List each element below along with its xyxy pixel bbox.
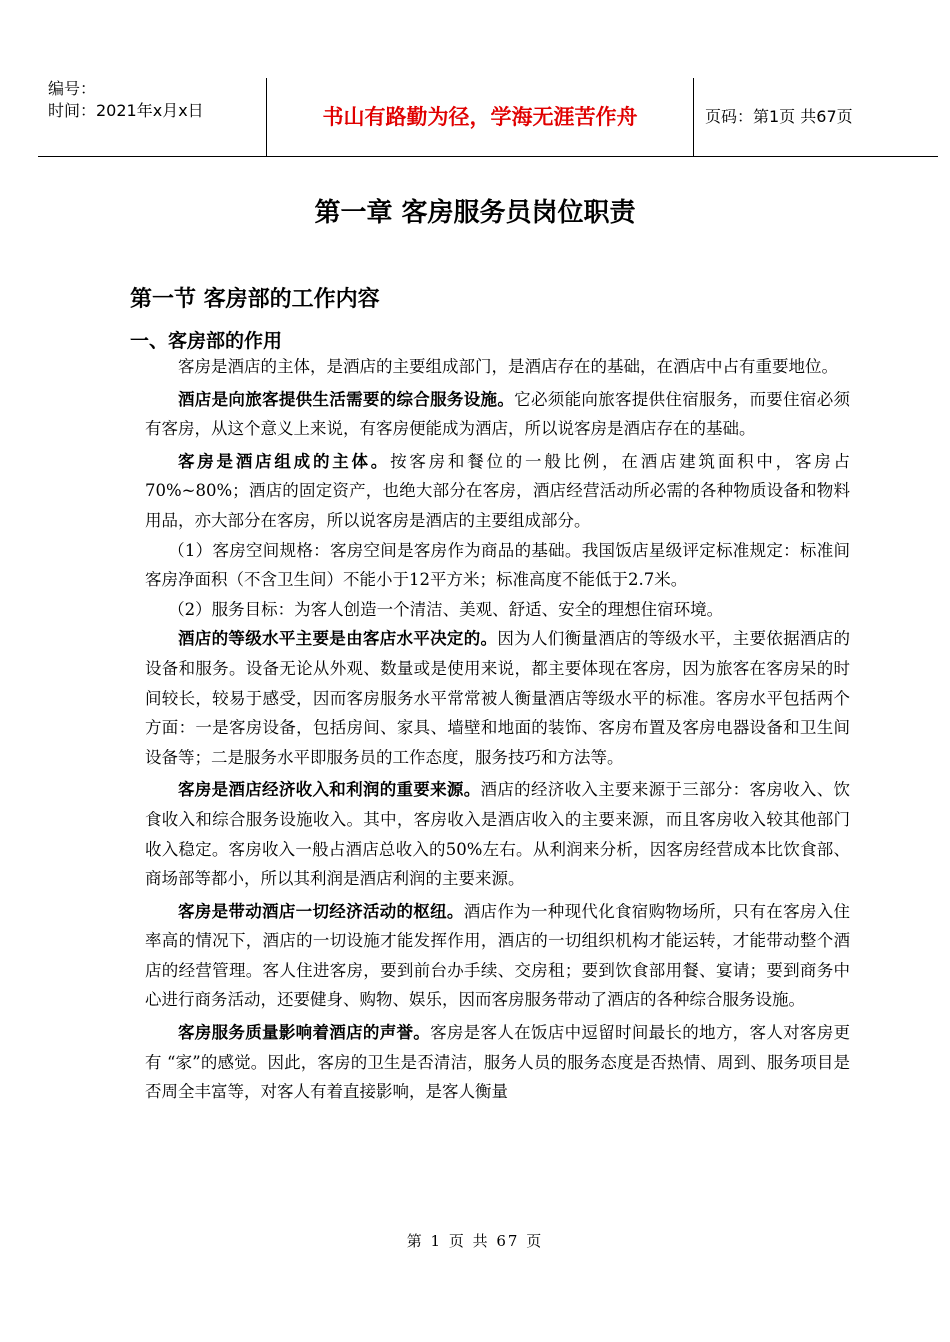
document-number-label: 编号： [48,79,97,98]
paragraph: （1）客房空间规格：客房空间是客房作为商品的基础。我国饭店星级评定标准规定：标准间客房净面积（不含卫生间）不能小于12平方米；标准高度不能低于2.7米。 [145,540,850,590]
header-meta [48,78,268,122]
paragraph: 客房是带动酒店一切经济活动的枢纽。酒店作为一种现代化食宿购物场所，只有在客房入住率高的情况下，酒店的一切设施才能发挥作用，酒店的一切组织机构才能运转，才能带动整个酒店的经营管理。客人住进客房，要到前台办手续、交房租；要到饮食部用餐、宴请；要到商务中心进行商务活动，还要健身、购物、娱乐，因而客房服务带动了酒店的各种综合服务设施。 [145,901,851,1010]
paragraph: 客房服务质量影响着酒店的声誉。客房是客人在饭店中逗留时间最长的地方，客人对客房更有 “家”的感觉。因此，客房的卫生是否清洁，服务人员的服务态度是否热情、周到、服务项目是否周全丰富等，对客人有着直接影响，是客人衡量 [145,1023,851,1102]
paragraph: 酒店是向旅客提供生活需要的综合服务设施。它必须能向旅客提供住宿服务，而要住宿必须有客房，从这个意义上来说，有客房便能成为酒店，所以说客房是酒店存在的基础。 [145,389,851,439]
section-title: 第一节 客房部的工作内容 [130,287,380,312]
document-body [145,352,850,1107]
header-page-info: 页码：第1页 共67页 [705,107,853,126]
page-footer: 第 1 页 共 67 页 [406,1232,544,1250]
paragraph-lead: 客房是酒店组成的主体。 [178,451,391,471]
paragraph: 酒店的等级水平主要是由客店水平决定的。因为人们衡量酒店的等级水平，主要依据酒店的设备和服务。设备无论从外观、数量或是使用来说，都主要体现在客房，因为旅客在客房呆的时间较长，较易于感受，因而客房服务水平常常被人衡量酒店等级水平的标准。客房水平包括两个方面：一是客房设备，包括房间、家具、墙壁和地面的装饰、客房布置及客房电器设备和卫生间设备等；二是服务水平即服务员的工作态度，服务技巧和方法等。 [145,629,851,767]
paragraph: 客房是酒店经济收入和利润的重要来源。酒店的经济收入主要来源于三部分：客房收入、饮食收入和综合服务设施收入。其中，客房收入是酒店收入的主要来源，而且客房收入较其他部门收入稳定。客房收入一般占酒店总收入的50%左右。从利润来分析，因客房经营成本比饮食部、商场部等都小，所以其利润是酒店利润的主要来源。 [145,780,851,889]
subsection-title: 一、客房部的作用 [130,330,283,352]
paragraph-lead: 客房服务质量影响着酒店的声誉。 [178,1023,431,1043]
paragraph: 客房是酒店组成的主体。按客房和餐位的一般比例，在酒店建筑面积中，客房占70%~80%；酒店的固定资产，也绝大部分在客房，酒店经营活动所必需的各种物质设备和物料用品，亦大部分在客房，所以说客房是酒店的主要组成部分。 [145,451,851,530]
paragraph-lead: 客房是酒店经济收入和利润的重要来源。 [178,780,481,800]
paragraph-lead: 酒店是向旅客提供生活需要的综合服务设施。 [178,389,515,409]
paragraph-lead: 客房是带动酒店一切经济活动的枢纽。 [178,901,464,921]
chapter-title: 第一章 客房服务员岗位职责 [314,198,636,228]
page-header [38,78,938,157]
header-divider [693,78,694,156]
paragraph: （2）服务目标：为客人创造一个清洁、美观、舒适、安全的理想住宿环境。 [168,599,724,619]
paragraph: 客房是酒店的主体，是酒店的主要组成部门，是酒店存在的基础，在酒店中占有重要地位。 [178,357,838,376]
header-motto: 书山有路勤为径，学海无涯苦作舟 [322,105,638,129]
document-time: 时间：2021年x月x日 [48,101,204,120]
paragraph-lead: 酒店的等级水平主要是由客店水平决定的。 [178,629,498,649]
